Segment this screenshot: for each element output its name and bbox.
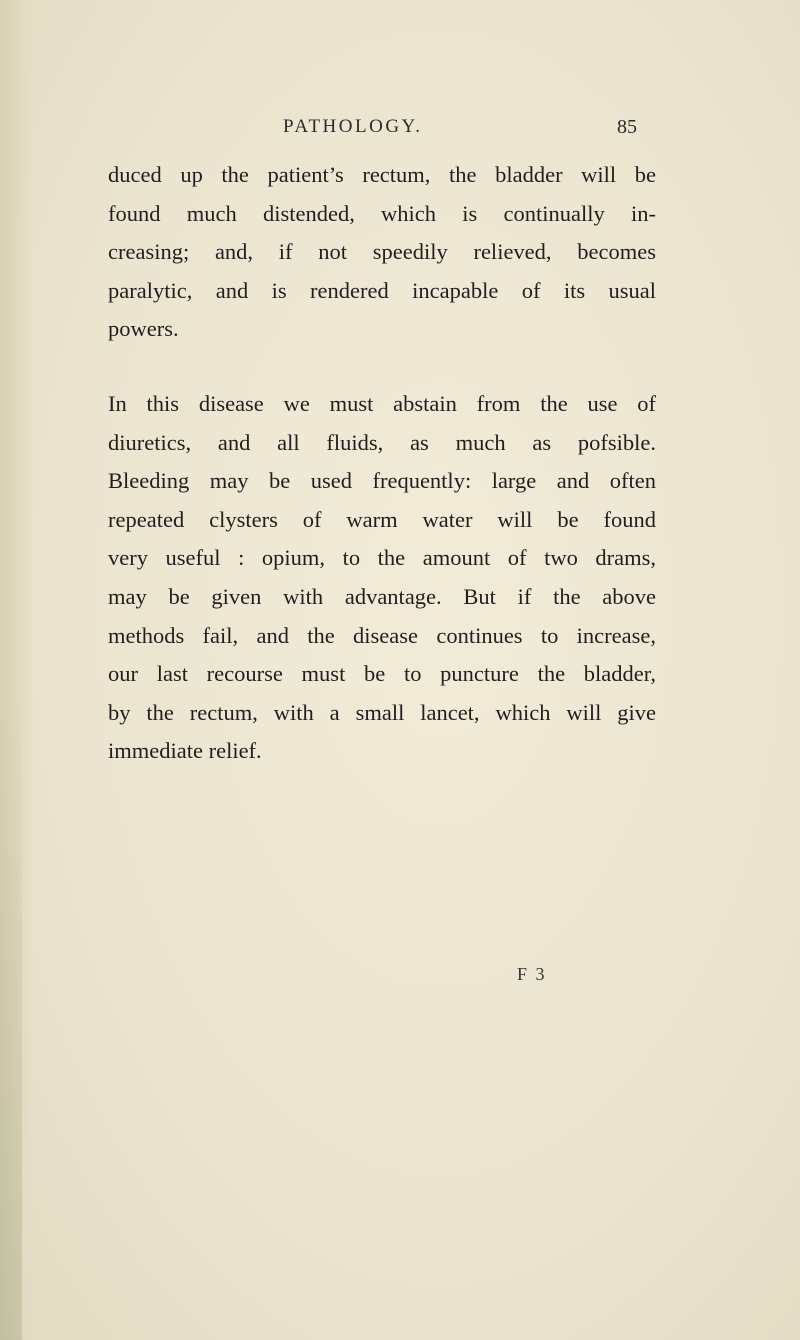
text-line: powers. [108, 316, 179, 342]
page-stain [0, 700, 22, 1340]
text-line: paralytic, and is rendered incapable of its usual [108, 277, 656, 303]
text-line: In this disease we must abstain from the use of [108, 390, 656, 416]
text-line: diuretics, and all fluids, as much as pofsible. [108, 429, 656, 455]
signature-mark: F 3 [517, 964, 547, 984]
text-line: may be given with advantage. But if the above [108, 583, 656, 609]
text-line: our last recourse must be to puncture the bladder, [108, 661, 656, 687]
page-header [0, 116, 800, 146]
text-line: by the rectum, with a small lancet, which will give [108, 699, 656, 725]
text-line: repeated clysters of warm water will be found [108, 506, 656, 532]
page-number: 85 [617, 116, 637, 138]
paragraph-1 [108, 156, 656, 349]
paragraph-2 [108, 385, 656, 771]
text-line: very useful : opium, to the amount of two drams, [108, 545, 656, 571]
text-line: found much distended, which is continually in- [108, 200, 656, 226]
text-line: creasing; and, if not speedily relieved, becomes [108, 239, 656, 265]
text-line: duced up the patient’s rectum, the bladder will be [108, 162, 656, 187]
text-line: methods fail, and the disease continues to increase, [108, 622, 656, 648]
text-line: immediate relief. [108, 738, 262, 764]
body-text [108, 156, 656, 771]
text-line: Bleeding may be used frequently: large and often [108, 468, 656, 494]
running-head: PATHOLOGY. [283, 116, 423, 137]
